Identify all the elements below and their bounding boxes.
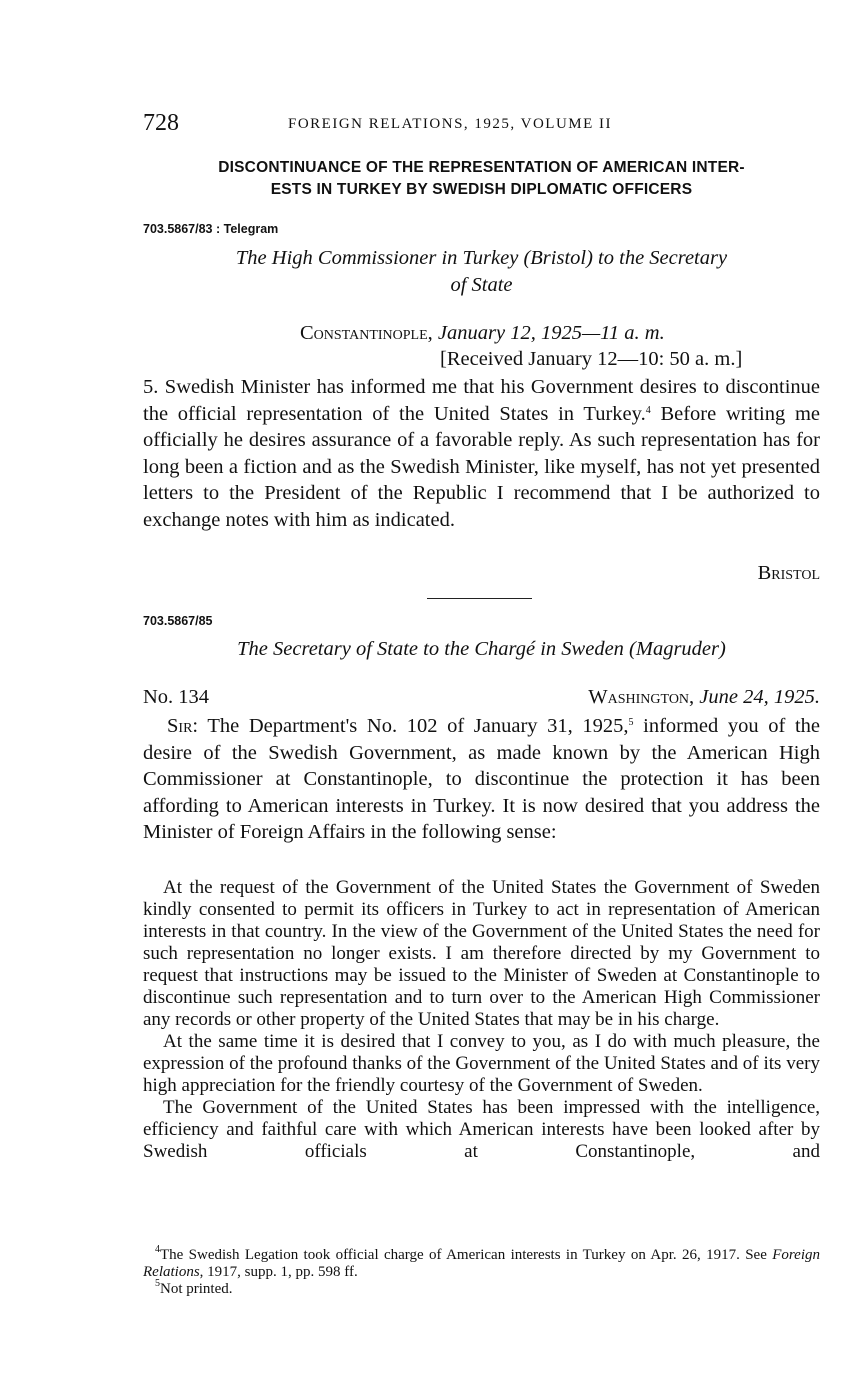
- doc2-number: No. 134: [143, 686, 210, 708]
- doc2-place: Washington,: [588, 686, 695, 708]
- doc1-heading-line-1: The High Commissioner in Turkey (Bristol) to the Secretary: [235, 247, 728, 269]
- doc1-place: Constantinople,: [300, 322, 433, 344]
- page-header: [143, 110, 820, 142]
- footnote-4-text-part-1: The Swedish Legation took official charge of American interests in Turkey on Apr. 26, 1917. See: [160, 1247, 773, 1263]
- footnote-4-italic: Foreign Relations: [143, 1247, 820, 1280]
- footnote-4: [143, 1244, 820, 1281]
- doc2-file-number: 703.5867/85: [143, 614, 213, 628]
- doc1-received: [Received January 12—10: 50 a. m.]: [440, 348, 743, 370]
- section-title: [143, 157, 820, 201]
- footnote-4-mark: 4: [155, 1244, 160, 1255]
- footnote-5-mark: 5: [155, 1278, 160, 1289]
- doc1-body: [143, 374, 820, 533]
- doc2-date: June 24, 1925.: [699, 686, 820, 708]
- doc2-footnote-ref: 5: [628, 717, 634, 728]
- doc1-date: January 12, 1925—11 a. m.: [437, 322, 665, 344]
- footnote-4-text-part-2: , 1917, supp. 1, pp. 598 ff.: [199, 1264, 358, 1280]
- doc2-place-date: [588, 684, 820, 711]
- section-title-line-1: DISCONTINUANCE OF THE REPRESENTATION OF AMERICAN INTER-: [218, 159, 745, 176]
- doc2-heading: The Secretary of State to the Chargé in Sweden (Magruder): [237, 638, 726, 660]
- doc1-heading: [143, 245, 820, 299]
- doc1-signature: Bristol: [757, 562, 820, 584]
- doc2-body: [143, 713, 820, 846]
- doc1-footnote-ref: 4: [645, 404, 651, 416]
- doc1-body-part-2: Before writing me officially he desires assurance of a favorable reply. As such representation has for long been a fiction and as the Swedish Minister, like myself, has not yet presented letters to the President of the Republic I recommend that I be authorized to exchange notes with him as indicated.: [143, 402, 820, 531]
- footnotes: [143, 1244, 820, 1298]
- doc1-file-number: 703.5867/83 : Telegram: [143, 222, 279, 236]
- doc2-quote: [143, 877, 820, 1163]
- section-title-line-2: ESTS IN TURKEY BY SWEDISH DIPLOMATIC OFFICERS: [270, 181, 693, 198]
- doc1-heading-line-2: of State: [450, 274, 513, 296]
- quote-paragraph-1: At the request of the Government of the United States the Government of Sweden kindly consented to permit its officers in Turkey to act in representation of American interests in that country. In the view of the Government of the United States the need for such representation no longer exists. I am therefore directed by my Government to request that instructions may be issued to the Minister of Sweden at Constantinople to discontinue such representation and to turn over to the American High Commissioner any records or other property of the United States that may be in his charge.: [143, 877, 820, 1030]
- running-title: FOREIGN RELATIONS, 1925, VOLUME II: [288, 116, 613, 132]
- quote-paragraph-2: At the same time it is desired that I convey to you, as I do with much pleasure, the expression of the profound thanks of the Government of the United States and of its very high appreciation for the friendly courtesy of the Government of Sweden.: [143, 1031, 820, 1096]
- divider-rule: [427, 598, 532, 599]
- doc2-body-part-1: : The Department's No. 102 of January 31, 1925,: [192, 715, 629, 737]
- footnote-5-text: Not printed.: [160, 1281, 233, 1297]
- quote-paragraph-3: The Government of the United States has been impressed with the intelligence, efficiency and faithful care with which American interests have been looked after by Swedish officials at Constantinople, and: [143, 1097, 820, 1162]
- page-number: 728: [143, 110, 179, 136]
- doc2-body-part-2: informed you of the desire of the Swedish Government, as made known by the American High Commissioner at Constantinople, to discontinue the protection it has been affording to American interests in Turkey. It is now desired that you address the Minister of Foreign Affairs in the following sense:: [143, 715, 821, 843]
- doc2-salutation: Sir: [167, 715, 193, 737]
- doc1-body-part-1: 5. Swedish Minister has informed me that his Government desires to discontinue the official representation of the United States in Turkey.: [143, 376, 820, 425]
- doc1-dateline: [300, 320, 820, 347]
- doc2-dateline: [143, 684, 820, 711]
- footnote-5: [143, 1278, 820, 1298]
